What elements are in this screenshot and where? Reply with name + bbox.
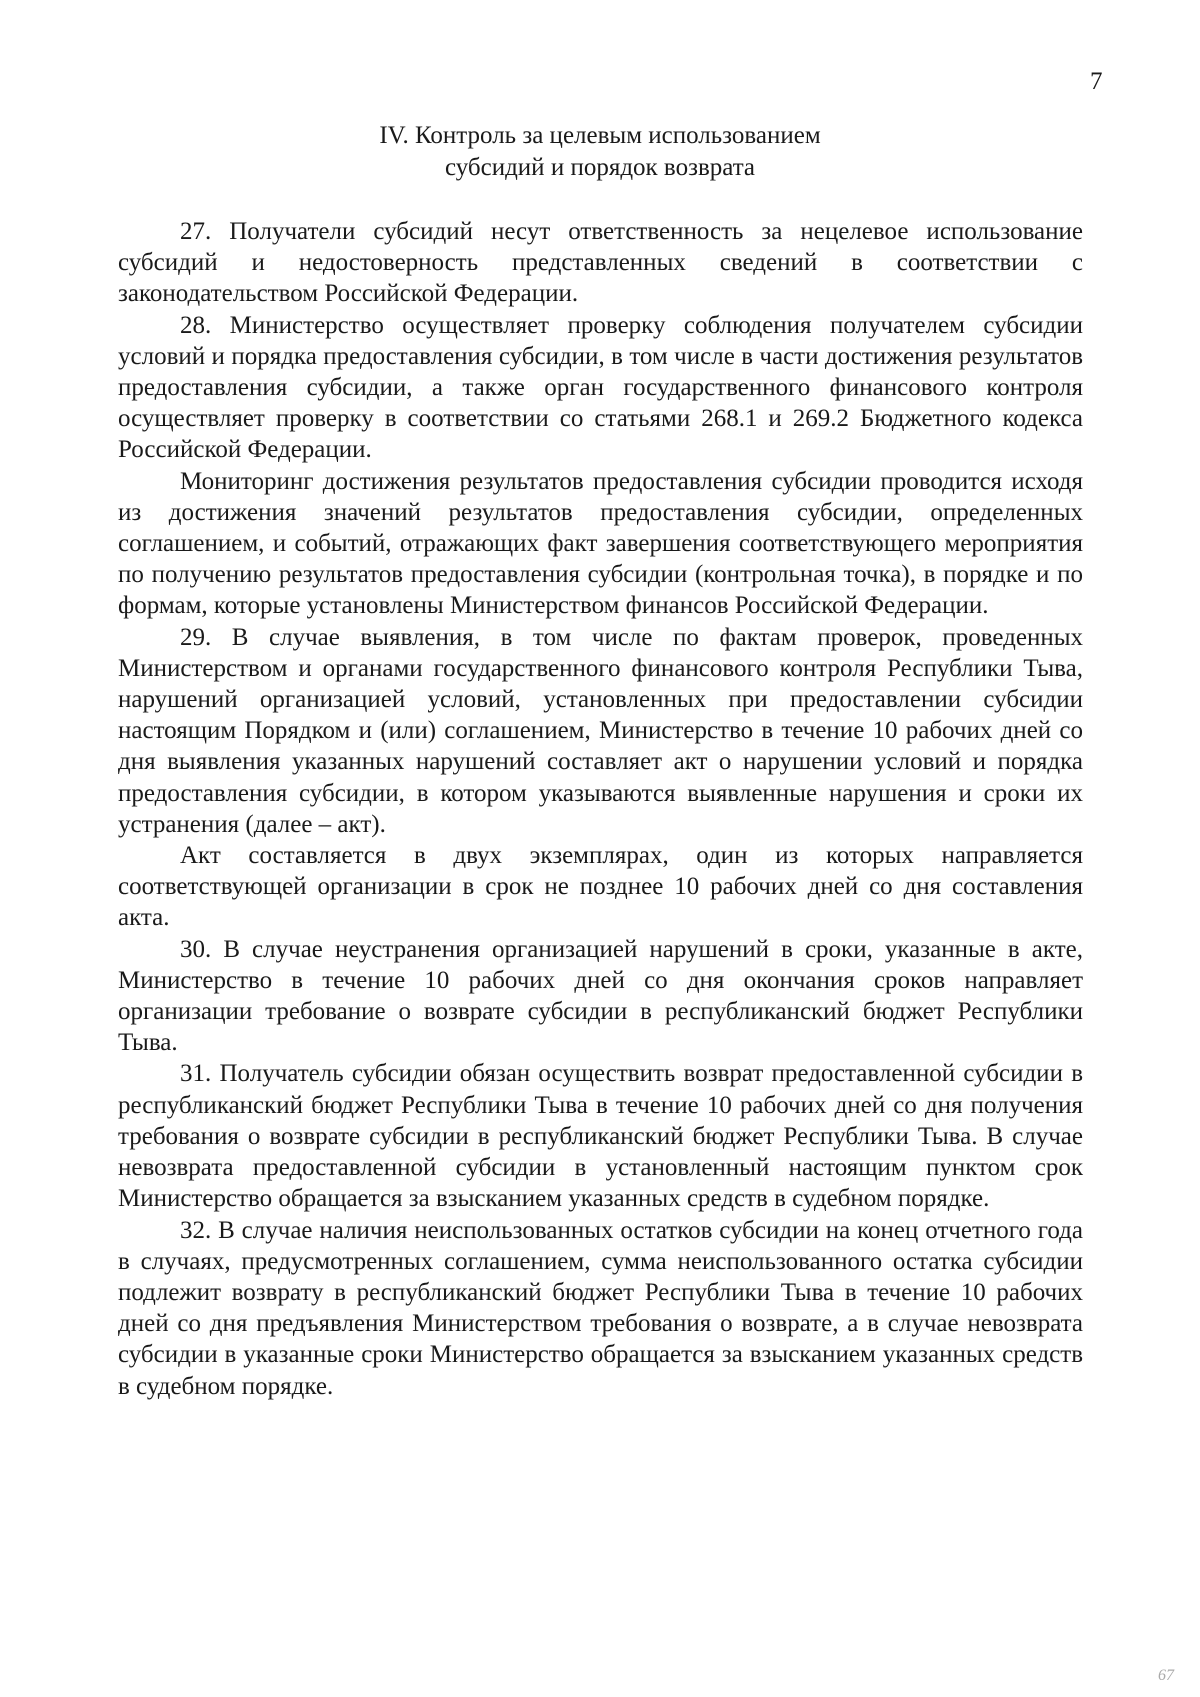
paragraph-monitoring: Мониторинг достижения результатов предоставления субсидии проводится исходя из достижения значений результатов предоставления субсидии, определенных соглашением, и событий, отражающих факт завершения соответствующего мероприятия по получению результатов предоставления субсидии (контрольная точка), в порядке и по формам, которые установлены Министерством финансов Российской Федерации. — [118, 467, 1083, 620]
section-heading-line-2: субсидий и порядок возврата — [444, 154, 756, 181]
section-heading-line-1: IV. Контроль за целевым использованием — [379, 122, 821, 149]
paragraph-28: 28. Министерство осуществляет проверку соблюдения получателем субсидии условий и порядка предоставления субсидии, в том числе в части достижения результатов предоставления субсидии, а также орган государственного финансового контроля осуществляет проверку в соответствии со статьями 268.1 и 269.2 Бюджетного кодекса Российской Федерации. — [118, 311, 1083, 464]
corner-handwritten-mark: 67 — [1158, 1667, 1174, 1684]
paragraph-29: 29. В случае выявления, в том числе по фактам проверок, проведенных Министерством и органами государственного финансового контроля Республики Тыва, нарушений организацией условий, установленных при предоставлении субсидии настоящим Порядком и (или) соглашением, Министерство в течение 10 рабочих дней со дня выявления указанных нарушений составляет акт о нарушении условий и порядка предоставления субсидии, в котором указываются выявленные нарушения и сроки их устранения (далее – акт). — [118, 623, 1083, 838]
paragraph-27: 27. Получатели субсидий несут ответственность за нецелевое использование субсидий и недостоверность представленных сведений в соответствии с законодательством Российской Федерации. — [118, 218, 1083, 308]
section-heading — [0, 120, 1200, 184]
paragraph-30: 30. В случае неустранения организацией нарушений в сроки, указанные в акте, Министерство в течение 10 рабочих дней со дня окончания сроков направляет организации требование о возврате субсидии в республиканский бюджет Республики Тыва. — [118, 935, 1083, 1057]
document-body — [118, 216, 1083, 1402]
paragraph-32: 32. В случае наличия неиспользованных остатков субсидии на конец отчетного года в случаях, предусмотренных соглашением, сумма неиспользованного остатка субсидии подлежит возврату в республиканский бюджет Республики Тыва в течение 10 рабочих дней со дня предъявления Министерством требования о возврате, а в случае невозврата субсидии в указанные сроки Министерство обращается за взысканием указанных средств в судебном порядке. — [118, 1216, 1083, 1400]
page-number: 7 — [1090, 68, 1103, 95]
paragraph-act: Акт составляется в двух экземплярах, один из которых направляется соответствующей организации в срок не позднее 10 рабочих дней со дня составления акта. — [118, 842, 1083, 932]
paragraph-31: 31. Получатель субсидии обязан осуществить возврат предоставленной субсидии в республиканский бюджет Республики Тыва в течение 10 рабочих дней со дня получения требования о возврате субсидии в республиканский бюджет Республики Тыва. В случае невозврата предоставленной субсидии в установленный настоящим пунктом срок Министерство обращается за взысканием указанных средств в судебном порядке. — [118, 1060, 1083, 1213]
